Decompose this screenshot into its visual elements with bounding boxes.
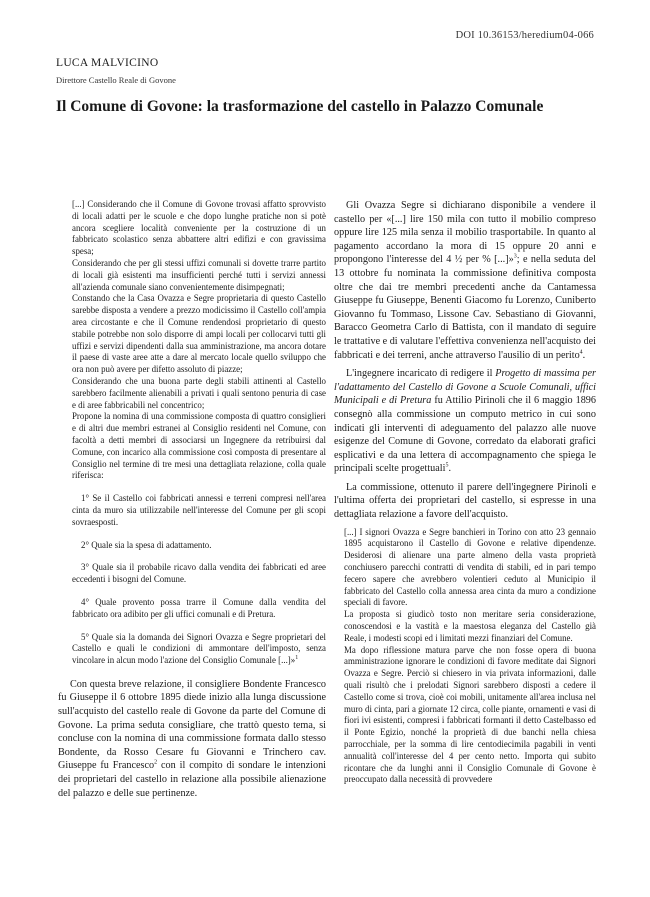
question-item: 2° Quale sia la spesa di adattamento. (81, 539, 212, 550)
footnote-ref: 5 (445, 462, 449, 469)
footnote-ref: 2 (154, 760, 158, 767)
question-item: 1° Se il Castello coi fabbricati annessi e terreni compresi nell'area cinta da muro sia utilizzabile nell'interesse del Comune per gli scopi sovraesposti. (72, 493, 326, 527)
quote-paragraph: Ma dopo riflessione matura parve che non fosse opera di buona amministrazione ignorare le condizioni di favore meditate dai Signori Ovazza e Segre. Perciò si chiesero in via privata informazioni, dalle quali risultò che i prelodati Signori sarebbero disposti a cedere il Castello come si trova, cioè coi mobili, unitamente all'area inclusa nel muro di cinta, pari a giornate 12 circa, colle piante, ornamenti e vasi di fiori ivi esistenti, compresi i fabbricati formanti il detto Castelbasso ed il Ponte Egizio, nonché la proprietà di due banchi nella chiesa parrocchiale, per la somma di lire centodiecimila pagabili in venti annualità coll'interesse del 4 per cento netto. Importa qui subito ricontare che da lunghi anni il Consiglio Comunale di Govone è preoccupato dalla necessità di provvedere (344, 644, 596, 785)
question-item: 5° Quale sia la domanda dei Signori Ovazza e Segre proprietari del Castello e quali le condizioni di ammontare dell'imposto, senza vincolare in alcun modo l'azione del Consiglio Comunale [...]»$^1$ (72, 631, 326, 666)
body-paragraph: L'ingegnere incaricato di redigere il Progetto di massima per l'adattamento del Castello di Govone a Scuole Comunali, uffici Municipali e di Pretura fu Attilio Pirinoli che il 6 maggio 1896 consegnò alla commissione un computo metrico in cui sono indicati gli interventi di adeguamento del palazzo alle nuove esigenze del Comune di Govone, corredato da elaborati grafici esplicativi e da una lettera di accompagnamento che spiega le principali scelte progettuali$^5$. (334, 368, 596, 475)
question-item: 3° Quale sia il probabile ricavo dalla vendita dei fabbricati ed aree eccedenti i bisogni del Comune. (72, 562, 326, 585)
footnote-ref: 1 (295, 655, 299, 662)
right-column (334, 199, 596, 786)
footnote-ref: 4 (579, 349, 583, 356)
author-name: LUCA MALVICINO (56, 57, 159, 69)
body-paragraph: Con questa breve relazione, il consigliere Bondente Francesco fu Giuseppe il 6 ottobre 1895 diede inizio alla lunga discussione sull'acquisto del castello reale di Govone da parte del Comune di Govone. La prima seduta consigliare, che trattò questo tema, si concluse con la nomina di una commissione formata dallo stesso Bondente, da Rosso Cesare fu Giovanni e Trinchero cav. Giuseppe fu Francesco$^2$ con il compito di sondare le intenzioni dei proprietari del castello in relazione alla possibile alienazione del palazzo e delle sue pertinenze. (58, 678, 326, 799)
left-column (58, 199, 326, 805)
quote-paragraph: [...] Considerando che il Comune di Govone trovasi affatto sprovvisto di locali adatti per le scuole e che dopo lunghe pratiche non si potè ancora scegliere località conveniente per la costruzione di un fabbricato scolastico senza abbattere altri edifizi e con gravissima spesa; (72, 199, 326, 257)
project-title: Progetto di massima per l'adattamento del Castello di Govone a Scuole Comunali, uffici Municipali e di Pretura (334, 368, 596, 407)
quote-paragraph: [...] I signori Ovazza e Segre banchieri in Torino con atto 23 gennaio 1895 acquistarono il Castello di Govone e relative dipendenze. Desiderosi di alienare una parte almeno della vasta proprietà conchiusero parecchi contratti di vendita di stabili, ed in pari tempo fecero sapere che avrebbero volentieri ceduto al Municipio il fabbricato del Castello colla annessa area cinta da muro a condizione speciali di favore. (344, 526, 596, 608)
quote-paragraph: Considerando che una buona parte degli stabili attinenti al Castello sarebbero facilmente alienabili a privati i quali sentono penuria di case e di aree fabbricabili nel concentrico; (72, 375, 326, 410)
author-role: Direttore Castello Reale di Govone (56, 75, 176, 85)
questions-list (58, 493, 326, 667)
council-proposal-quote (58, 199, 326, 482)
body-paragraph: La commissione, ottenuto il parere dell'ingegnere Pirinoli e l'ultima offerta dei proprietari del castello, si espresse in una dettagliata relazione a favore dell'acquisto. (334, 481, 596, 521)
article-title: Il Comune di Govone: la trasformazione del castello in Palazzo Comunale (56, 98, 544, 115)
doi: DOI 10.36153/heredium04-066 (455, 30, 594, 41)
quote-paragraph: Considerando che per gli stessi uffizi comunali si dovette trarre partito di locali già esistenti ma insufficienti perché tutti i servizi annessi all'azienda comunale siano convenientemente disimpegnati; (72, 257, 326, 292)
question-item: 4° Quale provento possa trarre il Comune dalla vendita del fabbricato ora adibito per gli uffici comunali e di Pretura. (72, 596, 326, 619)
quote-paragraph: Constando che la Casa Ovazza e Segre proprietaria di questo Castello sarebbe disposta a vendere a prezzo modicissimo il Castello coll'ampia area circostante e che il Comune rendendosi proprietario di questo stabile potrebbe non solo disporre di ampi locali per collocarvi tutti gli uffizi e servizi dipendenti dalla sua amministrazione, ma ancora dotare il paese di vaste aree atte a dare al mercato locale quello sviluppo che ora non può avere per difetto assoluto di piazze; (72, 293, 326, 375)
commission-report-quote (334, 527, 596, 787)
quote-paragraph: Propone la nomina di una commissione composta di quattro consiglieri e di altri due membri estranei al Consiglio residenti nel Comune, con facoltà a detti membri di associarsi un Ingegnere da retribuirsi dal Comune, con incarico alla commissione così composta di presentare al Consiglio nel termine di tre mesi una dettagliata relazione, colla quale riferisca: (72, 411, 326, 481)
body-paragraph: Gli Ovazza Segre si dichiarano disponibile a vendere il castello per «[...] lire 150 mila con tutto il mobilio compreso oppure lire 125 mila senza il mobilio trasportabile. In quanto al pagamento accordano la mora di 15 oppure 20 anni e propongono l'interesse del 4 ½ per % [...]»$^3$; e nella seduta del 13 ottobre fu nominata la commissione definitiva composta oltre che dai tre membri precedenti anche da Cantamessa Giuseppe fu Giuseppe, Benenti Giacomo fu Lorenzo, Cuniberto Giovanno fu Tommaso, Lissone Cav. Sebastiano di Giovanni, Baracco Geometra Carlo di Battista, con il mandato di seguire le trattative e di valutare l'effettiva convenienza nell'acquisto dei fabbricati e dei terreni, anche attraverso l'ausilio di un perito$^4$. (334, 200, 597, 361)
footnote-ref: 3 (513, 253, 517, 260)
quote-paragraph: La proposta si giudicò tosto non meritare seria considerazione, conoscendosi e la vastità e la maestosa eleganza del Castello già Reale, i modesti scopi ed i limitati mezzi finanziari del Comune. (344, 609, 596, 643)
